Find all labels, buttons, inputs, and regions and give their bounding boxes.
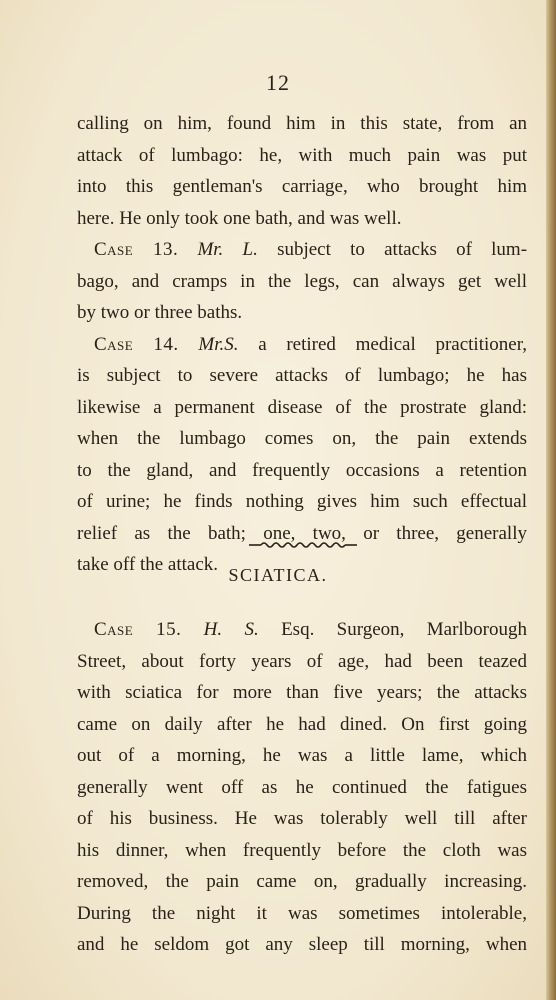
text-line: of his business. He was tolerably well till after	[77, 808, 527, 829]
page-number: 12	[266, 70, 290, 95]
text-line: removed, the pain came on, gradually increasing.	[77, 871, 527, 892]
case-15-name: H. S.	[203, 619, 259, 640]
section-heading: SCIATICA.	[228, 565, 328, 585]
text-line: take off the attack.	[77, 554, 219, 575]
case-13-text: subject to attacks of lum-	[277, 239, 528, 260]
text-line: came on daily after he had dined. On first going	[77, 713, 527, 735]
text-line: his dinner, when frequently before the cloth was	[77, 839, 527, 861]
text-line: generally went off as he continued the fatigues	[77, 776, 527, 798]
text-line: bago, and cramps in the legs, can always get well	[77, 270, 527, 292]
case-14-first-line	[77, 329, 527, 361]
text-line: During the night it was sometimes intolerable,	[77, 902, 527, 924]
text-line: with sciatica for more than five years; the attacks	[77, 682, 527, 703]
text-line: out of a morning, he was a little lame, which	[77, 745, 527, 766]
text-line: calling on him, found him in this state, from an	[77, 113, 527, 134]
case-13-first-line	[77, 234, 527, 266]
ornamental-divider	[247, 540, 359, 550]
text-line: likewise a permanent disease of the prostrate gland:	[77, 396, 527, 418]
text-line: Street, about forty years of age, had been teazed	[77, 650, 527, 672]
text-line: relief as the bath; one, two, or three, generally	[77, 522, 527, 544]
text-line: is subject to severe attacks of lumbago; he has	[77, 365, 527, 386]
text-line: when the lumbago comes on, the pain extends	[77, 428, 527, 449]
case-13-label: Case 13.	[94, 239, 179, 260]
case-14-text: a retired medical practitioner,	[258, 333, 528, 355]
case-15-first-line	[77, 614, 527, 646]
page-edge-shadow	[546, 0, 556, 1000]
case-13-name: Mr. L.	[197, 239, 258, 260]
case-14-name: Mr.S.	[198, 333, 239, 355]
case-15-text: Esq. Surgeon, Marlborough	[281, 619, 527, 640]
text-line: into this gentleman's carriage, who brought him	[77, 176, 527, 197]
case-15-label: Case 15.	[94, 619, 182, 640]
case-14-label: Case 14.	[94, 333, 179, 355]
text-line: by two or three baths.	[77, 302, 243, 323]
upper-text-block	[77, 108, 527, 581]
text-line: and he seldom got any sleep till morning, when	[77, 934, 527, 955]
text-line: here. He only took one bath, and was well.	[77, 207, 402, 229]
text-line: attack of lumbago: he, with much pain was put	[77, 144, 527, 166]
text-line: to the gland, and frequently occasions a retention	[77, 459, 527, 481]
text-line: of urine; he finds nothing gives him such effectual	[77, 491, 527, 512]
lower-text-block	[77, 614, 527, 961]
